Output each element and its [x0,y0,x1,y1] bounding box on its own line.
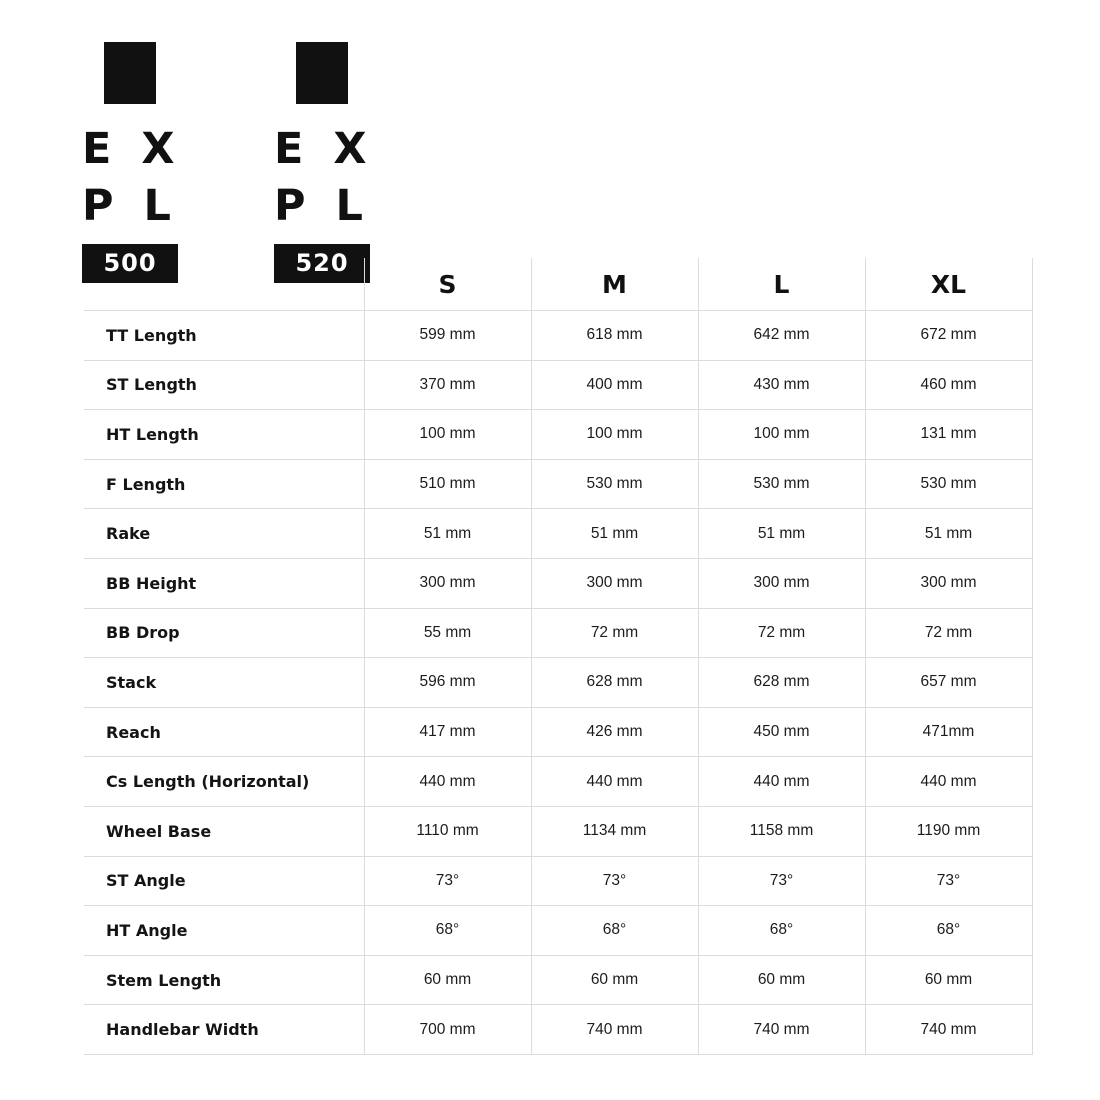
row-value: 51 mm [698,509,865,559]
row-value: 60 mm [698,955,865,1005]
row-value: 460 mm [865,360,1032,410]
row-value: 596 mm [364,658,531,708]
row-value: 68° [531,906,698,956]
row-value: 72 mm [698,608,865,658]
logo-letter: P [274,181,306,231]
row-value: 740 mm [865,1005,1032,1055]
row-label: Handlebar Width [84,1005,364,1055]
logo-square-icon [104,42,156,104]
row-value: 618 mm [531,311,698,361]
row-value: 73° [531,856,698,906]
row-value: 68° [865,906,1032,956]
table-row [84,658,1032,708]
row-value: 628 mm [698,658,865,708]
row-value: 68° [698,906,865,956]
geometry-table [84,258,1033,1055]
row-value: 51 mm [865,509,1032,559]
row-value: 657 mm [865,658,1032,708]
table-row [84,360,1032,410]
row-value: 73° [865,856,1032,906]
row-value: 672 mm [865,311,1032,361]
logo-word-bottom [82,181,222,231]
logo-letter: E [274,124,304,174]
row-value: 700 mm [364,1005,531,1055]
table-header-row [84,258,1032,311]
brand-logo-520 [274,42,414,283]
row-value: 60 mm [865,955,1032,1005]
row-value: 642 mm [698,311,865,361]
logo-letter: L [143,181,171,231]
logo-square-icon [296,42,348,104]
row-value: 440 mm [531,757,698,807]
row-value: 599 mm [364,311,531,361]
row-label: Wheel Base [84,806,364,856]
table-row [84,1005,1032,1055]
table-header [84,258,1032,311]
row-label: Stem Length [84,955,364,1005]
table-row [84,955,1032,1005]
table-row [84,757,1032,807]
row-value: 530 mm [531,459,698,509]
logo-letter: L [335,181,363,231]
column-header-xl: XL [865,258,1032,311]
table-row [84,558,1032,608]
row-value: 417 mm [364,707,531,757]
logo-letter: P [82,181,114,231]
row-value: 73° [698,856,865,906]
row-value: 1190 mm [865,806,1032,856]
row-value: 300 mm [364,558,531,608]
row-value: 510 mm [364,459,531,509]
table-corner-cell [84,258,364,311]
table-row [84,410,1032,460]
row-label: Cs Length (Horizontal) [84,757,364,807]
row-value: 440 mm [364,757,531,807]
row-value: 471mm [865,707,1032,757]
logo-word-top [82,124,222,174]
row-value: 400 mm [531,360,698,410]
row-value: 628 mm [531,658,698,708]
table-row [84,459,1032,509]
row-label: F Length [84,459,364,509]
row-label: ST Angle [84,856,364,906]
row-value: 530 mm [865,459,1032,509]
row-value: 440 mm [698,757,865,807]
row-value: 300 mm [865,558,1032,608]
column-header-m: M [531,258,698,311]
table-row [84,806,1032,856]
row-value: 100 mm [698,410,865,460]
table-body [84,311,1032,1055]
logo-word-top [274,124,414,174]
brand-logo-group [82,42,414,283]
table-row [84,906,1032,956]
row-label: Reach [84,707,364,757]
row-value: 430 mm [698,360,865,410]
row-value: 51 mm [364,509,531,559]
row-value: 131 mm [865,410,1032,460]
row-value: 530 mm [698,459,865,509]
row-value: 426 mm [531,707,698,757]
table-row [84,707,1032,757]
row-value: 68° [364,906,531,956]
row-value: 100 mm [364,410,531,460]
row-value: 440 mm [865,757,1032,807]
table-row [84,608,1032,658]
row-value: 60 mm [364,955,531,1005]
row-value: 55 mm [364,608,531,658]
logo-letter: X [141,124,175,174]
column-header-l: L [698,258,865,311]
row-value: 300 mm [531,558,698,608]
row-value: 72 mm [531,608,698,658]
row-label: Stack [84,658,364,708]
row-label: ST Length [84,360,364,410]
row-label: Rake [84,509,364,559]
row-label: HT Length [84,410,364,460]
row-value: 73° [364,856,531,906]
row-value: 100 mm [531,410,698,460]
row-value: 1110 mm [364,806,531,856]
brand-logo-500 [82,42,222,283]
row-label: TT Length [84,311,364,361]
row-value: 370 mm [364,360,531,410]
row-value: 51 mm [531,509,698,559]
logo-letter: X [333,124,367,174]
column-header-s: S [364,258,531,311]
row-value: 740 mm [531,1005,698,1055]
logo-letter: E [82,124,112,174]
table-row [84,509,1032,559]
model-badge-520: 520 [274,244,370,283]
row-value: 450 mm [698,707,865,757]
row-value: 300 mm [698,558,865,608]
table-row [84,856,1032,906]
row-label: BB Drop [84,608,364,658]
row-label: HT Angle [84,906,364,956]
row-value: 60 mm [531,955,698,1005]
row-value: 1134 mm [531,806,698,856]
row-label: BB Height [84,558,364,608]
logo-word-bottom [274,181,414,231]
row-value: 1158 mm [698,806,865,856]
model-badge-500: 500 [82,244,178,283]
table-row [84,311,1032,361]
row-value: 740 mm [698,1005,865,1055]
row-value: 72 mm [865,608,1032,658]
